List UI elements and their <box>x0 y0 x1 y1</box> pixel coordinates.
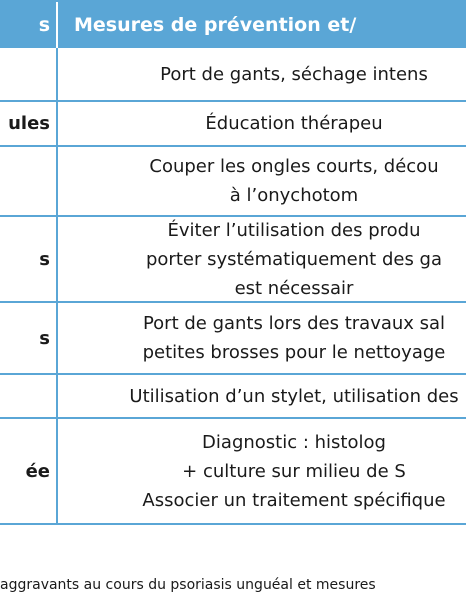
row-factor: s <box>0 217 58 301</box>
measure-line: Port de gants, séchage intens <box>160 63 428 85</box>
row-measures <box>58 419 466 523</box>
row-factor <box>0 147 58 215</box>
row-measures <box>58 102 466 145</box>
measure-line: porter systématiquement des ga <box>145 248 442 270</box>
measure-line: Couper les ongles courts, décou <box>149 156 439 177</box>
row-factor: s <box>0 303 58 373</box>
table-row <box>0 303 466 375</box>
row-measures <box>58 147 466 215</box>
table-row <box>0 375 466 419</box>
row-measures <box>58 48 466 100</box>
header-col-factors: s <box>0 2 58 48</box>
row-factor: ée <box>0 419 58 523</box>
measure-line: petites brosses pour le nettoyage <box>142 342 446 363</box>
row-measures <box>58 375 466 417</box>
measure-line: Diagnostic : histolog <box>202 431 386 453</box>
row-factor <box>0 375 58 417</box>
table-row <box>0 147 466 217</box>
measure-line: Port de gants lors des travaux sal <box>142 313 446 334</box>
table-caption: aggravants au cours du psoriasis unguéal et mesures <box>0 577 376 593</box>
measure-line: Associer un traitement spécifique <box>142 489 446 511</box>
measure-line: Éviter l’utilisation des produ <box>167 219 421 241</box>
measure-line: à l’onychotom <box>229 185 359 206</box>
table-row <box>0 217 466 303</box>
measure-line: Éducation thérapeu <box>205 113 383 134</box>
measure-line: + culture sur milieu de S <box>182 460 406 482</box>
table-header <box>0 0 466 48</box>
row-measures <box>58 217 466 301</box>
row-factor <box>0 48 58 100</box>
row-factor: ules <box>0 102 58 145</box>
header-col-measures: Mesures de prévention et/ <box>74 14 357 36</box>
measure-line: Utilisation d’un stylet, utilisation des <box>129 385 459 407</box>
row-measures <box>58 303 466 373</box>
table-row <box>0 419 466 525</box>
table-row <box>0 48 466 102</box>
measure-line: est nécessair <box>234 277 354 299</box>
table-row <box>0 102 466 147</box>
